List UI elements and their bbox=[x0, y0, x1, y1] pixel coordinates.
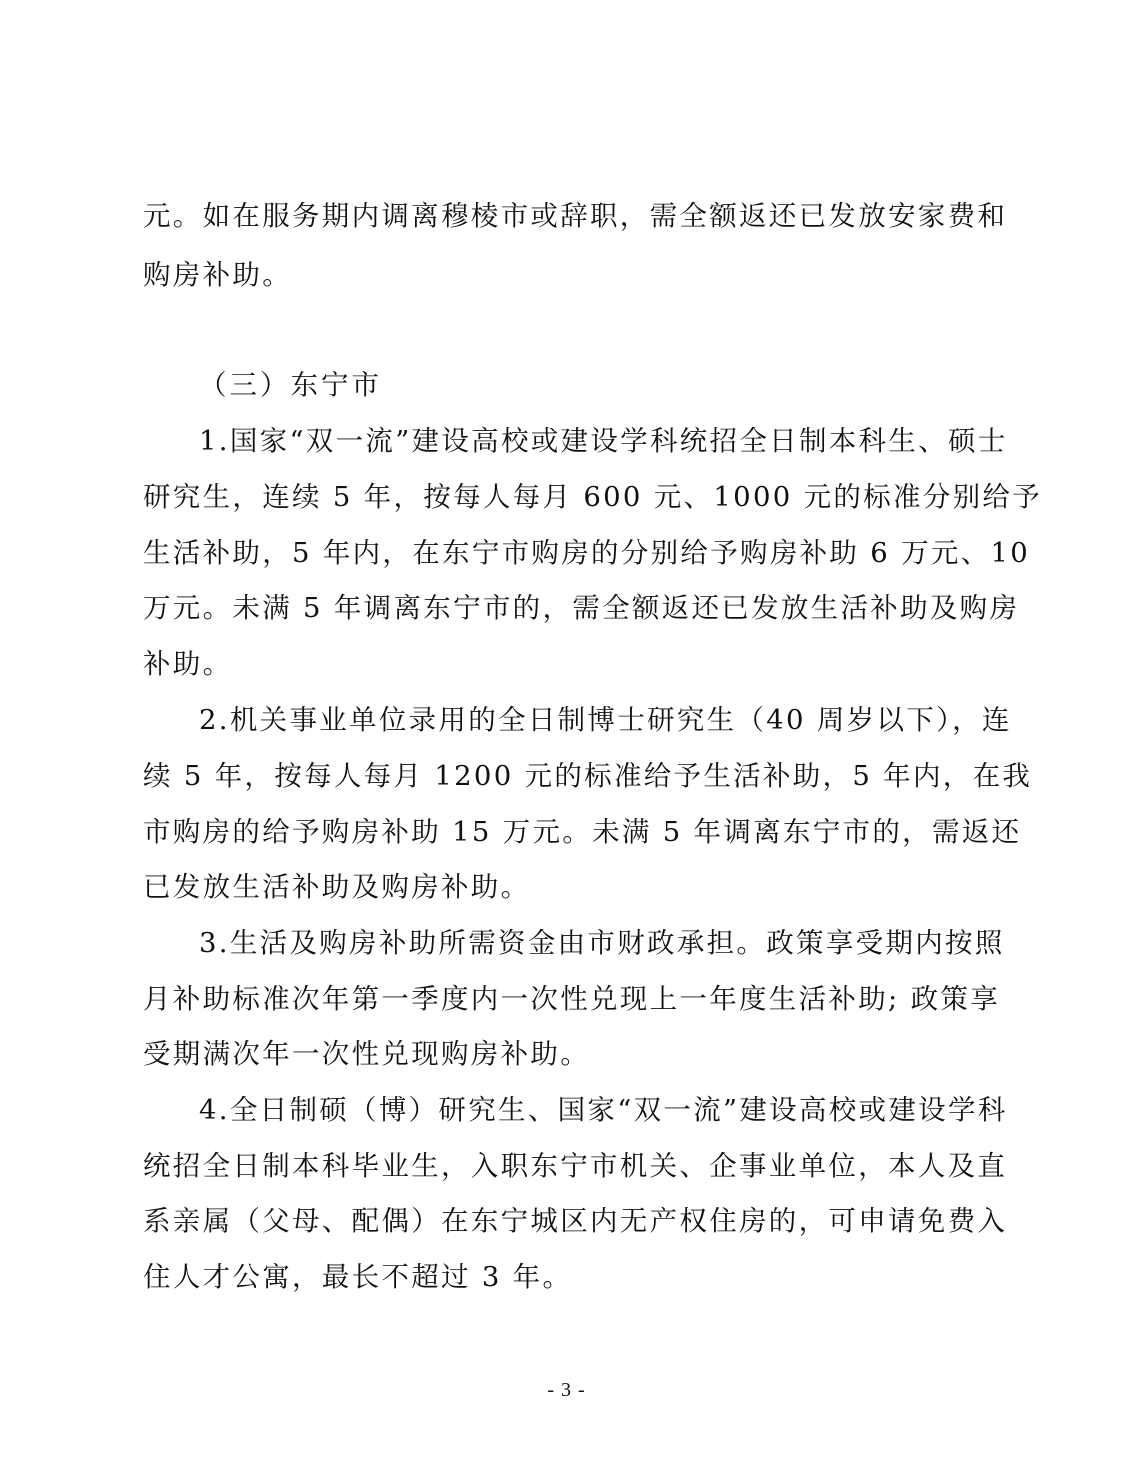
item-4-line-3: 系亲属（父母、配偶）在东宁城区内无产权住房的，可申请免费入 bbox=[143, 1205, 1008, 1237]
item-1-line-2: 研究生，连续 5 年，按每人每月 600 元、1000 元的标准分别给予 bbox=[143, 481, 1042, 513]
item-3-line-3: 受期满次年一次性兑现购房补助。 bbox=[143, 1038, 590, 1070]
intro-line-2: 购房补助。 bbox=[143, 259, 292, 291]
item-1-line-3: 生活补助，5 年内，在东宁市购房的分别给予购房补助 6 万元、10 bbox=[143, 537, 1031, 569]
item-2-line-4: 已发放生活补助及购房补助。 bbox=[143, 871, 531, 903]
item-3-line-1: 3.生活及购房补助所需资金由市财政承担。政策享受期内按照 bbox=[199, 927, 1005, 959]
item-2-line-3: 市购房的给予购房补助 15 万元。未满 5 年调离东宁市的，需返还 bbox=[143, 816, 1022, 848]
item-3-line-2: 月补助标准次年第一季度内一次性兑现上一年度生活补助; 政策享 bbox=[143, 983, 1001, 1015]
item-2-line-2: 续 5 年，按每人每月 1200 元的标准给予生活补助，5 年内，在我 bbox=[143, 760, 1033, 792]
item-4-line-4: 住人才公寓，最长不超过 3 年。 bbox=[143, 1261, 573, 1293]
item-1-line-1: 1.国家“双一流”建设高校或建设学科统招全日制本科生、硕士 bbox=[199, 425, 1008, 457]
section-heading: （三）东宁市 bbox=[199, 369, 382, 401]
item-4-line-1: 4.全日制硕（博）研究生、国家“双一流”建设高校或建设学科 bbox=[199, 1094, 1008, 1126]
item-4-line-2: 统招全日制本科毕业生，入职东宁市机关、企事业单位，本人及直 bbox=[143, 1150, 1008, 1182]
item-1-line-5: 补助。 bbox=[143, 648, 233, 680]
intro-line-1: 元。如在服务期内调离穆棱市或辞职，需全额返还已发放安家费和 bbox=[143, 200, 1008, 232]
item-2-line-1: 2.机关事业单位录用的全日制博士研究生（40 周岁以下），连 bbox=[199, 704, 1012, 736]
item-1-line-4: 万元。未满 5 年调离东宁市的，需全额返还已发放生活补助及购房 bbox=[143, 592, 1020, 624]
page-number: - 3 - bbox=[547, 1379, 586, 1401]
